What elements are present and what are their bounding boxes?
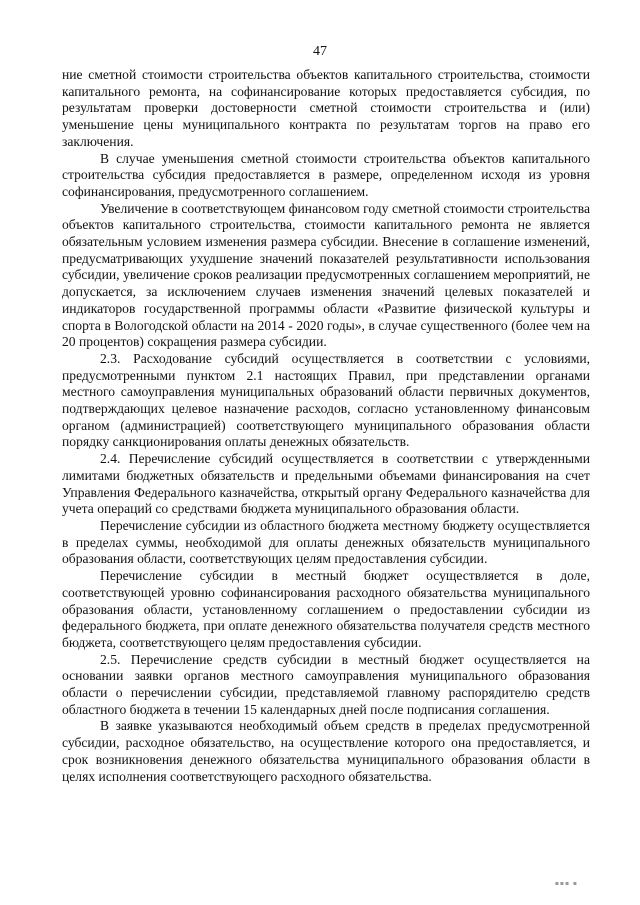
paragraph-application: В заявке указываются необходимый объем средств в пределах предусмотренной субсидии, расходное обязательство, на осуществление которого она предоставляется, и срок возникновения денежного обязательства муниципального образования области в целях исполнения соответствующего расходного обязательства.: [62, 718, 590, 784]
paragraph-2-4: 2.4. Перечисление субсидий осуществляется в соответствии с утвержденными лимитами бюджетных обязательств и предельными объемами финансирования на счет Управления Федерального казначейства, открытый органу Федерального казначейства для учета операций со средствами бюджета муниципального образования области.: [62, 451, 590, 517]
paragraph-continuation: ние сметной стоимости строительства объектов капитального строительства, стоимости капитального ремонта, на софинансирование которых предоставляется субсидия, по результатам проверки достоверности сметной стоимости строительства и (или) уменьшение цены муниципального контракта по результатам торгов на право его заключения.: [62, 67, 590, 149]
paragraph-2-5: 2.5. Перечисление средств субсидии в местный бюджет осуществляется на основании заявки органов местного самоуправления муниципального образования области о перечислении субсидии, представляемой главному распорядителю средств областного бюджета в течении 15 календарных дней после подписания соглашения.: [62, 651, 590, 717]
paragraph-cost-increase: Увеличение в соответствующем финансовом году сметной стоимости строительства объектов капитального строительства, стоимости капитального ремонта не является обязательным условием изменения размера субсидии. Внесение в соглашение изменений, предусматривающих ухудшение значений показателей результативности использования субсидии, увеличение сроков реализации предусмотренных соглашением мероприятий, не допускается, за исключением случаев изменения значений целевых показателей и индикаторов государственной программы области «Развитие физической культуры и спорта в Вологодской области на 2014 - 2020 годы», в случае существенного (более чем на 20 процентов) сокращения размера субсидии.: [62, 200, 590, 350]
paragraph-transfer-share: Перечисление субсидии в местный бюджет осуществляется в доле, соответствующей уровню софинансирования расходного обязательства муниципального образования области, установленному соглашением о предоставлении субсидии из федерального бюджета, при оплате денежного обязательства получателя средств местного бюджета, соответствующего целям предоставления субсидии.: [62, 568, 590, 650]
scan-mark: ▪▪▪ ▪: [554, 880, 578, 887]
document-body: [62, 67, 590, 785]
paragraph-transfer-regional: Перечисление субсидии из областного бюджета местному бюджету осуществляется в пределах суммы, необходимой для оплаты денежных обязательств муниципального образования области, соответствующих целям предоставления субсидии.: [62, 517, 590, 567]
paragraph-2-3: 2.3. Расходование субсидий осуществляется в соответствии с условиями, предусмотренными пунктом 2.1 настоящих Правил, при представлении органами местного самоуправления муниципальных образований области первичных документов, подтверждающих целевое назначение расходов, согласно установленному финансовым органом (администрацией) соответствующего муниципального образования области порядку санкционирования оплаты денежных обязательств.: [62, 350, 590, 450]
page-number: 47: [313, 44, 327, 59]
paragraph-cost-decrease: В случае уменьшения сметной стоимости строительства объектов капитального строительства субсидия предоставляется в размере, определенном исходя из уровня софинансирования, предусмотренного соглашением.: [62, 150, 590, 199]
